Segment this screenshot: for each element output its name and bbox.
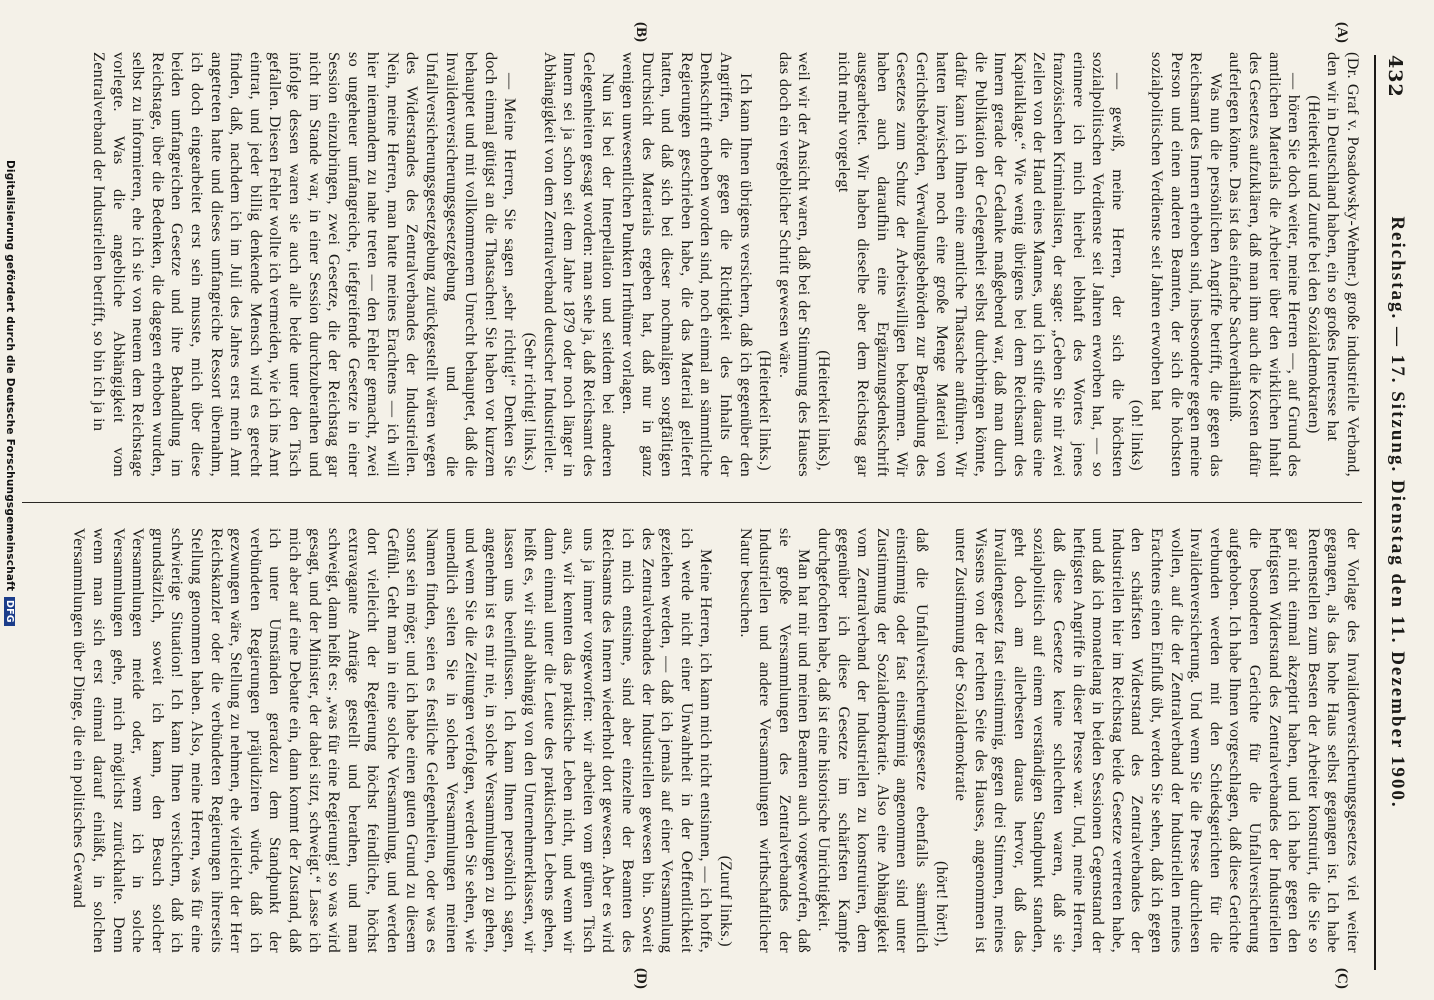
interjection: (Heiterkeit und Zurufe bei den Sozialdemokraten) xyxy=(1304,95,1323,434)
interjection: (hört! hört!), xyxy=(932,860,951,947)
paragraph: — hören Sie doch weiter, meine Herren —, auf Grund des amtlichen Materials die Arbeiter über den wirklichen Inhalt des Gesetzes aufzuklären, daß man ihm auch die Kosten dafür auferlegen könne. Das ist das einfache Sachverhältniß. xyxy=(1226,52,1304,477)
paragraph: — Meine Herren, Sie sagen „sehr richtig!“ Denken Sie doch einmal gütigst an die Thatsachen! Sie haben vor kurzem behauptet und mit vollkommenem Unrecht behauptet, daß die Invalidenversicherungsgesetzgebung und die Unfallversicherungsgesetzgebung zurückgestellt wären wegen des Widerstandes des Zentralverbandes der Industriellen. Nein, meine Herren, man hatte meines Erachtens — ich will hier niemandem zu nahe treten — den Fehler gemacht, zwei so ungeheuer umfangreiche, tiefgreifende Gesetze in einer Session einzubringen, zwei Gesetze, die der Reichstag gar nicht im Stande war, in einer Session durchzuberathen und infolge dessen waren sie auch alle beide unter den Tisch gefallen. Diesen Fehler wollte ich vermeiden, wie ich ins Amt eintrat, und jeder billig denkende Mensch wird es gerecht finden, daß, nachdem ich im Juli des Jahres erst mein Amt angetreten hatte und dieses umfangreiche Ressort übernahm, ich doch eingearbeitet erst sein musste, mich über diese beiden umfangreichen Gesetze und ihre Behandlung im Reichstage, über die Bedenken, die dagegen erhoben wurden, selbst zu informieren, ehe ich sie von neuem dem Reichstage vorlegte. Was die angebliche Abhängigkeit vom Zentralverband der Industriellen betrifft, so bin ich ja in xyxy=(90,52,520,477)
interjection: (Heiterkeit links.) xyxy=(756,350,775,471)
digitization-credit xyxy=(4,160,16,1000)
paragraph: Nun ist bei der Interpellation und seitdem bei anderen Gelegenheiten gesagt worden: man sehe ja, daß Reichsamt des Innern sei ja schon seit dem Jahre 1879 oder noch länger in Abhängigkeit von dem Zentralverband deutscher Industrieller. xyxy=(540,52,618,477)
column-divider xyxy=(22,502,1362,503)
paragraph: — gewiß, meine Herren, der sich die höchsten sozialpolitischen Verdienste seit Jahren erworben hat, — so erinnere ich mich hierbei lebhaft des Wortes jenes französischen Kriminalisten, der sagte: „Geben Sie mir zwei Zeilen von der Hand eines Mannes, und ich stifte daraus eine Kapitalklage.“ Wie wenig übrigens bei dem Reichsamt des Innern gerade der Gedanke maßgebend war, daß man durch die Publikation der Gelegenheit selbst durchbringen könnte, dafür kann ich Ihnen eine amtliche Thatsache anführen. Wir hatten inzwischen noch eine große Menge Material von Gerichtsbehörden, Verwaltungsbehörden zur Begründung des Gesetzes zum Schutz der Arbeitswilligen bekommen. Wir haben auch daraufhin eine Ergänzungsdenkschrift ausgearbeitet. Wir haben dieselbe aber dem Reichstag gar nicht mehr vorgelegt xyxy=(834,52,1127,477)
paragraph: daß die Unfallversicherungsgesetze ebenfalls sämmtlich einstimmig oder fast einstimmig angenommen sind unter Zustimmung der Sozialdemokratie. Also eine Abhängigkeit vom Zentralverband der Industriellen zu konstruiren, dem gegenüber ich diese Gesetze im schärfsten Kampfe durchgefochten habe, daß ist eine historische Unrichtigkeit. xyxy=(814,528,931,953)
paragraph: Ich kann Ihnen übrigens versichern, daß ich gegenüber den Angriffen, die gegen die Richtigkeit des Inhalts der Denkschrift erhoben worden sind, noch einmal an sämmtliche Regierungen geschrieben habe, die das Material geliefert hatten, und daß sich bei dieser nochmaligen sorgfältigen Durchsicht des Materials ergeben hat, daß nur in ganz wenigen unwesentlichen Punkten Irrthümer vorlagen. xyxy=(619,52,755,477)
interjection: (Heiterkeit links), xyxy=(814,350,833,471)
page-title: Reichstag. — 17. Sitzung. Dienstag den 11. Dezember 1900. xyxy=(1387,216,1408,809)
margin-marker-c: (C) xyxy=(1334,968,1350,989)
credit-text: Digitalisierung gefördert durch die Deutsche Forschungsgemeinschaft xyxy=(4,160,16,592)
dfg-logo-icon: DFG xyxy=(4,597,15,626)
page-number: 432 xyxy=(1384,55,1406,98)
paragraph: der Vorlage des Invalidenversicherungsgesetzes viel weiter gegangen, als das hohe Haus selbst gegangen ist. Ich habe Rentenstellen zum Besten der Arbeiter konstruirt, die Sie so gar nicht einmal akzeptirt haben, und ich habe gegen den heftigsten Widerstand des Zentralverbandes der Industriellen die besonderen Gerichte für die Unfallversicherung aufgehoben. Ich habe Ihnen vorgeschlagen, daß diese Gerichte verbunden werden mit den Schiedsgerichten für die Invalidenversicherung. Und wenn Sie die Presse durchlesen wollen, auf die der Zentralverband der Industriellen meines Erachtens einen Einfluß übt, werden Sie sehen, daß ich gegen den schärfsten Widerstand des Zentralverbandes der Industriellen hier im Reichstag beide Gesetze vertreten habe, und daß ich monatelang in beiden Sessionen Gegenstand der heftigsten Angriffe in dieser Presse war. Und, meine Herren, daß diese Gesetze keine schlechten waren, daß sie sozialpolitisch auf einem verständigen Standpunkt standen, geht doch am allerbesten daraus hervor, daß das Invalidengesetz fast einstimmig, gegen drei Stimmen, meines Wissens von der rechten Seite des Hauses, angenommen ist unter Zustimmung der Sozialdemokratie xyxy=(952,528,1362,953)
paragraph: Was nun die persönlichen Angriffe betrifft, die gegen das Reichsamt des Innern erhoben sind, insbesondere gegen meine Person und einen anderen Beamten, der sich die höchsten sozialpolitischen Verdienste seit Jahren erworben hat xyxy=(1148,52,1225,477)
paragraph: (Dr. Graf v. Posadowsky-Wehner.) große industrielle Verband, den wir in Deutschland haben, ein so großes Interesse hat xyxy=(1324,52,1362,477)
margin-marker-d: (D) xyxy=(633,968,649,989)
right-column xyxy=(22,528,1362,953)
running-head xyxy=(1374,55,1410,970)
interjection: (Sehr richtig! links.) xyxy=(521,332,540,471)
margin-marker-a: (A) xyxy=(1334,22,1350,43)
interjection: (oh! links) xyxy=(1128,399,1147,471)
paragraph: weil wir der Ansicht waren, daß bei der Stimmung des Hauses das doch ein vergeblicher Schritt gewesen wäre. xyxy=(775,52,814,477)
paragraph: Man hat mir und meinen Beamten auch vorgeworfen, daß sie große Versammlungen des Zentralverbandes der Industriellen und andere Versammlungen wirthschaftlicher Natur besuchen. xyxy=(736,528,814,953)
margin-marker-b: (B) xyxy=(633,22,649,42)
paragraph: Meine Herren, ich kann mich nicht entsinnen, — ich hoffe, ich werde nicht einer Unwahrheit in der Oeffentlichkeit geziehen werden, — daß ich jemals auf einer Versammlung des Zentralverbandes der Industriellen gewesen bin. Soweit ich mich entsinne, sind aber einzelne der Beamten des Reichsamts des Innern wiederholt dort gewesen. Aber es wird uns ja immer vorgeworfen: wir arbeiten vom grünen Tisch aus, wir kennten das praktische Leben nicht, und wenn wir dann einmal unter die Leute des praktischen Lebens gehen, heißt es, wir sind abhängig von den Unternehmerklassen, wir lassen uns beeinflussen. Ich kann Ihnen persönlich sagen, angenehm ist es mir nie, in solche Versammlungen zu gehen, und wenn Sie die Zeitungen verfolgen, werden Sie sehen, wie unendlich selten Sie in solchen Versammlungen meinen Namen finden, seien es festliche Gelegenheiten, oder was es sonst sein möge; und ich habe einen guten Grund zu diesem Gefühl. Geht man in eine solche Versammlung, und werden dort vielleicht der Regierung höchst feindliche, höchst extravagante Anträge gestellt und berathen, und man schweigt, dann heißt es: „was für eine Regierung! so was wird gesagt, und der Minister, der dabei sitzt, schweigt.“ Lasse ich mich aber auf eine Debatte ein, dann kommt der Zustand, daß ich unter Umständen geradezu dem Standpunkt der verbündeten Regierungen präjudiziren würde, daß ich gezwungen wäre, Stellung zu nehmen, ehe vielleicht der Herr Reichskanzler oder die verbündeten Regierungen ihrerseits Stellung genommen haben. Also, meine Herren, was für eine schwierige Situation! Ich kann Ihnen versichern, daß ich grundsätzlich, soweit ich kann, den Besuch solcher Versammlungen meide oder, wenn ich in solche Versammlungen gehe, mich möglichst zurückhalte. Denn wenn man sich erst einmal darauf einläßt, in solchen Versammlungen über Dinge, die ein politisches Gewand xyxy=(70,528,716,953)
left-column xyxy=(22,52,1362,477)
interjection: (Zuruf links.) xyxy=(717,855,735,947)
